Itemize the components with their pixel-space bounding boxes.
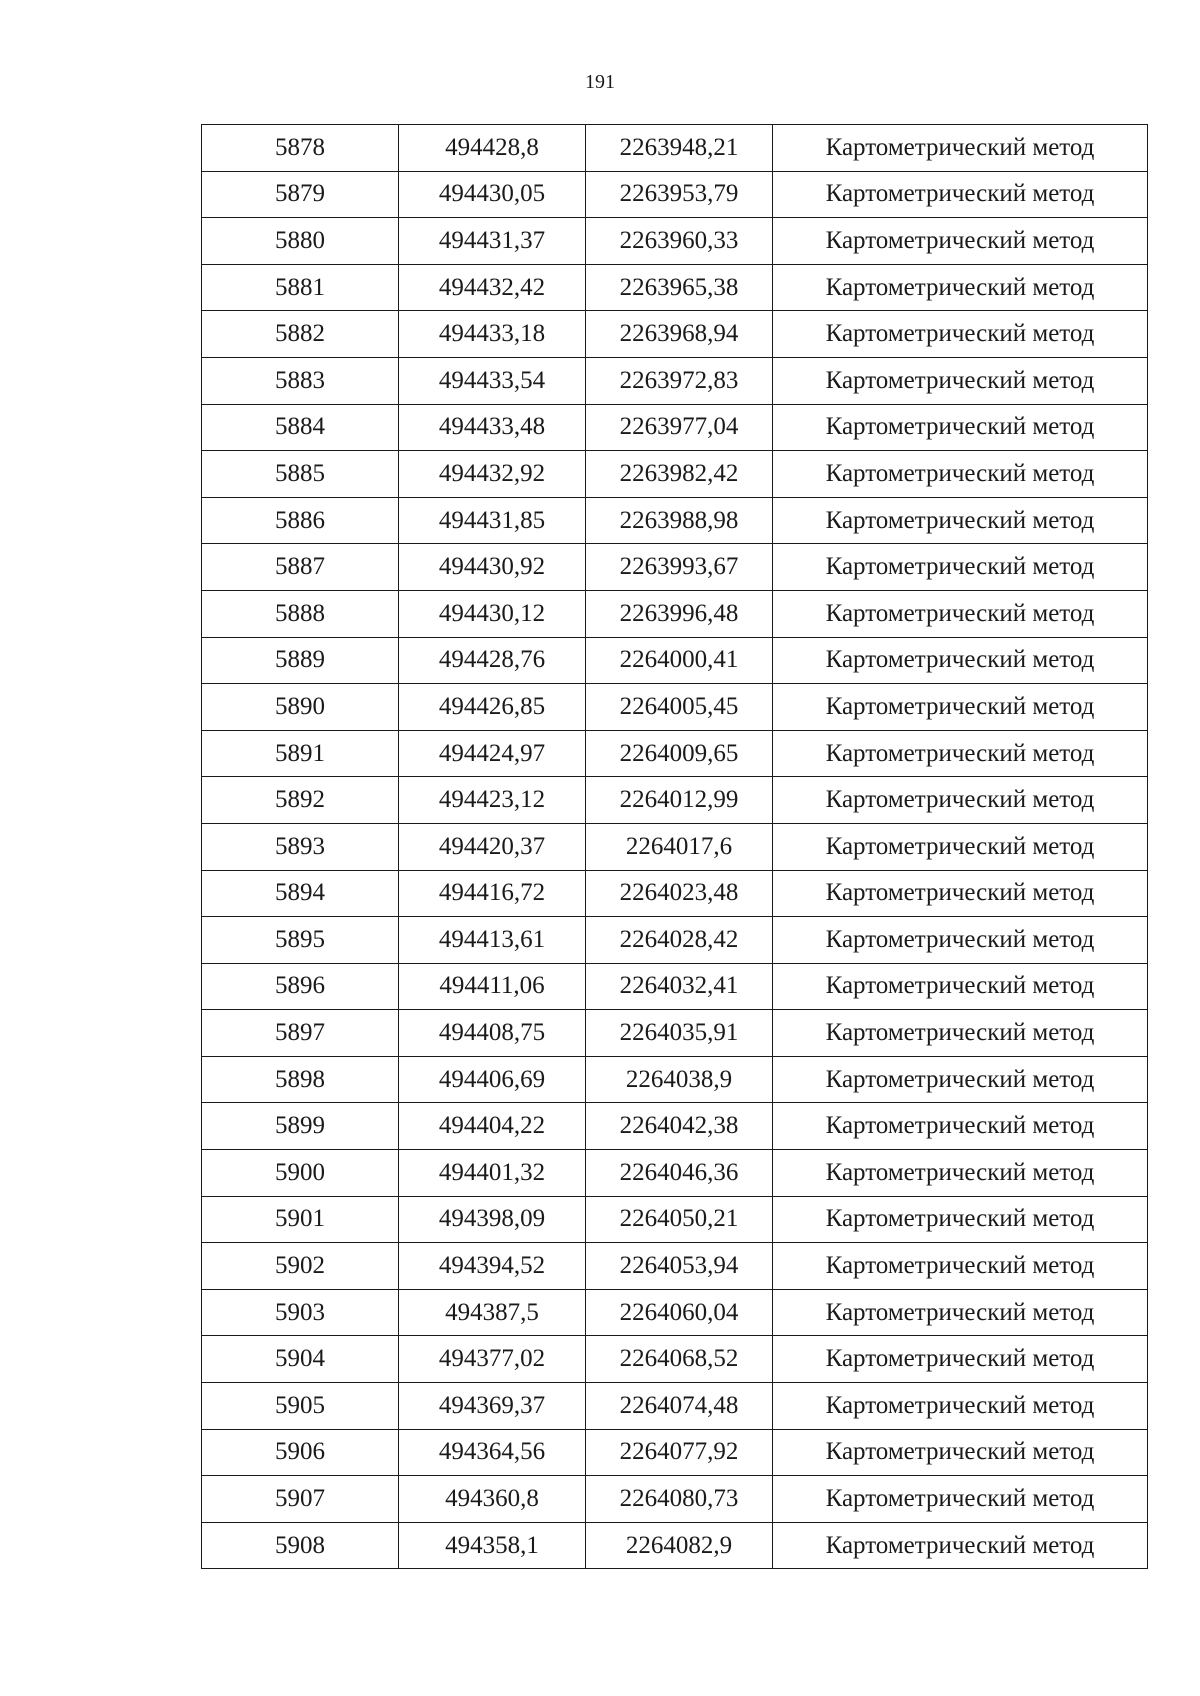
method-cell: Картометрический метод — [773, 1196, 1148, 1243]
x-coordinate-cell: 494411,06 — [399, 963, 586, 1010]
y-coordinate-cell: 2263988,98 — [586, 497, 773, 544]
x-coordinate-cell: 494369,37 — [399, 1383, 586, 1430]
x-coordinate-cell: 494406,69 — [399, 1056, 586, 1103]
point-number-cell: 5907 — [202, 1476, 399, 1523]
y-coordinate-cell: 2264017,6 — [586, 823, 773, 870]
x-coordinate-cell: 494387,5 — [399, 1289, 586, 1336]
point-number-cell: 5908 — [202, 1522, 399, 1569]
point-number-cell: 5895 — [202, 917, 399, 964]
x-coordinate-cell: 494428,8 — [399, 125, 586, 172]
point-number-cell: 5894 — [202, 870, 399, 917]
x-coordinate-cell: 494423,12 — [399, 777, 586, 824]
x-coordinate-cell: 494394,52 — [399, 1243, 586, 1290]
coordinates-table — [201, 124, 1148, 1569]
table-row — [202, 590, 1148, 637]
table-row — [202, 823, 1148, 870]
x-coordinate-cell: 494430,12 — [399, 590, 586, 637]
point-number-cell: 5889 — [202, 637, 399, 684]
method-cell: Картометрический метод — [773, 1010, 1148, 1057]
method-cell: Картометрический метод — [773, 171, 1148, 218]
point-number-cell: 5904 — [202, 1336, 399, 1383]
method-cell: Картометрический метод — [773, 125, 1148, 172]
point-number-cell: 5897 — [202, 1010, 399, 1057]
method-cell: Картометрический метод — [773, 1056, 1148, 1103]
table-row — [202, 917, 1148, 964]
x-coordinate-cell: 494431,85 — [399, 497, 586, 544]
table-row — [202, 637, 1148, 684]
x-coordinate-cell: 494358,1 — [399, 1522, 586, 1569]
page-number: 191 — [585, 71, 615, 93]
point-number-cell: 5892 — [202, 777, 399, 824]
table-row — [202, 1289, 1148, 1336]
x-coordinate-cell: 494433,54 — [399, 357, 586, 404]
table-row — [202, 1010, 1148, 1057]
y-coordinate-cell: 2264000,41 — [586, 637, 773, 684]
method-cell: Картометрический метод — [773, 1522, 1148, 1569]
method-cell: Картометрический метод — [773, 730, 1148, 777]
point-number-cell: 5898 — [202, 1056, 399, 1103]
table-row — [202, 451, 1148, 498]
y-coordinate-cell: 2264032,41 — [586, 963, 773, 1010]
method-cell: Картометрический метод — [773, 777, 1148, 824]
method-cell: Картометрический метод — [773, 1336, 1148, 1383]
method-cell: Картометрический метод — [773, 1243, 1148, 1290]
point-number-cell: 5893 — [202, 823, 399, 870]
y-coordinate-cell: 2263972,83 — [586, 357, 773, 404]
table-row — [202, 1522, 1148, 1569]
method-cell: Картометрический метод — [773, 1429, 1148, 1476]
y-coordinate-cell: 2264068,52 — [586, 1336, 773, 1383]
point-number-cell: 5880 — [202, 218, 399, 265]
table-row — [202, 1476, 1148, 1523]
table-row — [202, 730, 1148, 777]
x-coordinate-cell: 494404,22 — [399, 1103, 586, 1150]
y-coordinate-cell: 2264053,94 — [586, 1243, 773, 1290]
table-row — [202, 684, 1148, 731]
table-row — [202, 1243, 1148, 1290]
table-row — [202, 544, 1148, 591]
y-coordinate-cell: 2264042,38 — [586, 1103, 773, 1150]
x-coordinate-cell: 494426,85 — [399, 684, 586, 731]
x-coordinate-cell: 494432,92 — [399, 451, 586, 498]
method-cell: Картометрический метод — [773, 1103, 1148, 1150]
y-coordinate-cell: 2264060,04 — [586, 1289, 773, 1336]
point-number-cell: 5882 — [202, 311, 399, 358]
table-row — [202, 218, 1148, 265]
method-cell: Картометрический метод — [773, 404, 1148, 451]
y-coordinate-cell: 2264023,48 — [586, 870, 773, 917]
point-number-cell: 5887 — [202, 544, 399, 591]
x-coordinate-cell: 494431,37 — [399, 218, 586, 265]
method-cell: Картометрический метод — [773, 870, 1148, 917]
method-cell: Картометрический метод — [773, 1476, 1148, 1523]
y-coordinate-cell: 2263968,94 — [586, 311, 773, 358]
method-cell: Картометрический метод — [773, 357, 1148, 404]
y-coordinate-cell: 2263982,42 — [586, 451, 773, 498]
method-cell: Картометрический метод — [773, 218, 1148, 265]
method-cell: Картометрический метод — [773, 917, 1148, 964]
table-row — [202, 1429, 1148, 1476]
table-row — [202, 1196, 1148, 1243]
y-coordinate-cell: 2264074,48 — [586, 1383, 773, 1430]
point-number-cell: 5899 — [202, 1103, 399, 1150]
y-coordinate-cell: 2263996,48 — [586, 590, 773, 637]
x-coordinate-cell: 494377,02 — [399, 1336, 586, 1383]
point-number-cell: 5903 — [202, 1289, 399, 1336]
point-number-cell: 5881 — [202, 264, 399, 311]
x-coordinate-cell: 494430,05 — [399, 171, 586, 218]
y-coordinate-cell: 2264028,42 — [586, 917, 773, 964]
y-coordinate-cell: 2263953,79 — [586, 171, 773, 218]
x-coordinate-cell: 494430,92 — [399, 544, 586, 591]
y-coordinate-cell: 2264046,36 — [586, 1150, 773, 1197]
point-number-cell: 5890 — [202, 684, 399, 731]
table-row — [202, 1336, 1148, 1383]
point-number-cell: 5906 — [202, 1429, 399, 1476]
x-coordinate-cell: 494398,09 — [399, 1196, 586, 1243]
method-cell: Картометрический метод — [773, 684, 1148, 731]
point-number-cell: 5884 — [202, 404, 399, 451]
method-cell: Картометрический метод — [773, 497, 1148, 544]
point-number-cell: 5896 — [202, 963, 399, 1010]
method-cell: Картометрический метод — [773, 1150, 1148, 1197]
y-coordinate-cell: 2264050,21 — [586, 1196, 773, 1243]
x-coordinate-cell: 494420,37 — [399, 823, 586, 870]
point-number-cell: 5885 — [202, 451, 399, 498]
x-coordinate-cell: 494364,56 — [399, 1429, 586, 1476]
y-coordinate-cell: 2263948,21 — [586, 125, 773, 172]
x-coordinate-cell: 494360,8 — [399, 1476, 586, 1523]
point-number-cell: 5878 — [202, 125, 399, 172]
x-coordinate-cell: 494416,72 — [399, 870, 586, 917]
method-cell: Картометрический метод — [773, 451, 1148, 498]
y-coordinate-cell: 2264009,65 — [586, 730, 773, 777]
y-coordinate-cell: 2264038,9 — [586, 1056, 773, 1103]
table-row — [202, 125, 1148, 172]
x-coordinate-cell: 494401,32 — [399, 1150, 586, 1197]
table-row — [202, 963, 1148, 1010]
table-row — [202, 1103, 1148, 1150]
method-cell: Картометрический метод — [773, 311, 1148, 358]
x-coordinate-cell: 494424,97 — [399, 730, 586, 777]
point-number-cell: 5901 — [202, 1196, 399, 1243]
method-cell: Картометрический метод — [773, 1289, 1148, 1336]
y-coordinate-cell: 2263977,04 — [586, 404, 773, 451]
method-cell: Картометрический метод — [773, 544, 1148, 591]
x-coordinate-cell: 494433,18 — [399, 311, 586, 358]
table-row — [202, 357, 1148, 404]
table-row — [202, 264, 1148, 311]
point-number-cell: 5900 — [202, 1150, 399, 1197]
y-coordinate-cell: 2264077,92 — [586, 1429, 773, 1476]
point-number-cell: 5905 — [202, 1383, 399, 1430]
x-coordinate-cell: 494433,48 — [399, 404, 586, 451]
table-row — [202, 497, 1148, 544]
point-number-cell: 5879 — [202, 171, 399, 218]
point-number-cell: 5902 — [202, 1243, 399, 1290]
y-coordinate-cell: 2264005,45 — [586, 684, 773, 731]
table-row — [202, 777, 1148, 824]
y-coordinate-cell: 2264035,91 — [586, 1010, 773, 1057]
coordinates-table-body — [202, 125, 1148, 1569]
method-cell: Картометрический метод — [773, 637, 1148, 684]
table-row — [202, 870, 1148, 917]
table-row — [202, 311, 1148, 358]
method-cell: Картометрический метод — [773, 963, 1148, 1010]
table-row — [202, 1056, 1148, 1103]
x-coordinate-cell: 494432,42 — [399, 264, 586, 311]
y-coordinate-cell: 2264082,9 — [586, 1522, 773, 1569]
table-row — [202, 404, 1148, 451]
x-coordinate-cell: 494428,76 — [399, 637, 586, 684]
method-cell: Картометрический метод — [773, 590, 1148, 637]
table-row — [202, 171, 1148, 218]
table-row — [202, 1150, 1148, 1197]
x-coordinate-cell: 494408,75 — [399, 1010, 586, 1057]
y-coordinate-cell: 2263960,33 — [586, 218, 773, 265]
x-coordinate-cell: 494413,61 — [399, 917, 586, 964]
y-coordinate-cell: 2264080,73 — [586, 1476, 773, 1523]
y-coordinate-cell: 2263993,67 — [586, 544, 773, 591]
point-number-cell: 5883 — [202, 357, 399, 404]
table-row — [202, 1383, 1148, 1430]
y-coordinate-cell: 2263965,38 — [586, 264, 773, 311]
point-number-cell: 5886 — [202, 497, 399, 544]
y-coordinate-cell: 2264012,99 — [586, 777, 773, 824]
point-number-cell: 5888 — [202, 590, 399, 637]
method-cell: Картометрический метод — [773, 823, 1148, 870]
method-cell: Картометрический метод — [773, 264, 1148, 311]
method-cell: Картометрический метод — [773, 1383, 1148, 1430]
point-number-cell: 5891 — [202, 730, 399, 777]
